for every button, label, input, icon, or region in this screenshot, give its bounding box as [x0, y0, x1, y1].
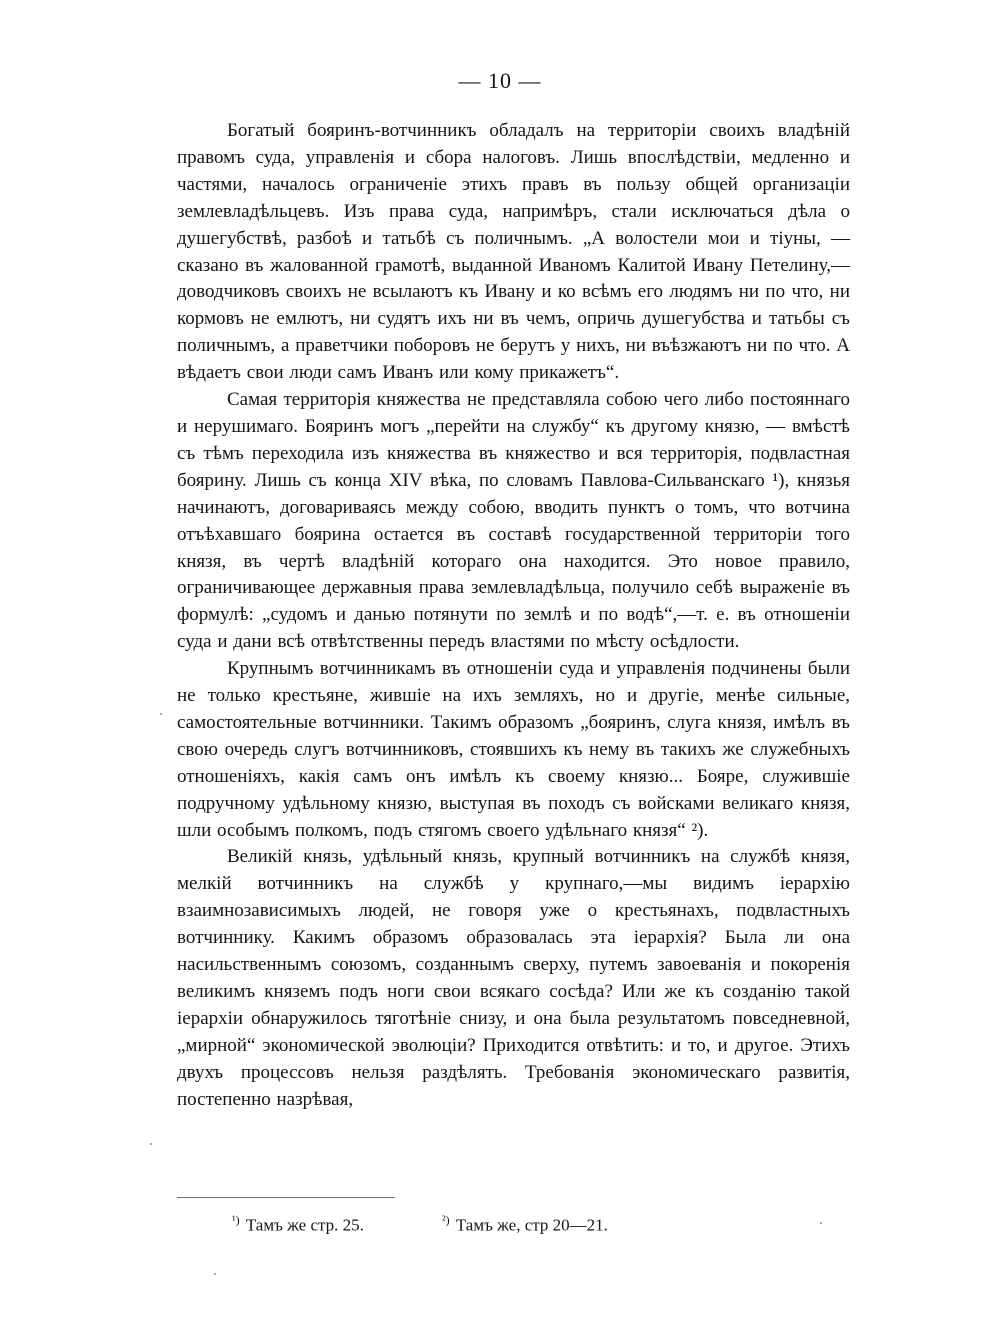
footnote-divider	[177, 1197, 395, 1198]
paper-speck	[160, 713, 162, 715]
paragraph-3: Крупнымъ вотчинникамъ въ отношеніи суда и управленія подчинены были не только крестьяне, жившіе на ихъ земляхъ, но и другіе, менѣе сильные, самостоятельные вотчинники. Такимъ образомъ „бояринъ, слуга князя, имѣлъ въ свою очередь слугъ вотчинниковъ, стоявшихъ къ нему въ такихъ же служебныхъ отношеніяхъ, какія самъ онъ имѣлъ къ своему князю... Бояре, служившіе подручному удѣльному князю, выступая въ походъ съ войсками великаго князя, шли особымъ полкомъ, подъ стягомъ своего удѣльнаго князя“ ²).	[177, 658, 850, 841]
body-text	[177, 118, 850, 1114]
footnote-1	[232, 1213, 364, 1236]
footnote-1-mark: ¹)	[232, 1213, 240, 1227]
footnote-2-text: Тамъ же, стр 20—21.	[455, 1215, 608, 1235]
footnote-2-mark: ²)	[442, 1213, 450, 1227]
footnote-2	[442, 1213, 608, 1236]
paragraph-4: Великій князь, удѣльный князь, крупный вотчинникъ на службѣ князя, мелкій вотчинникъ на службѣ у крупнаго,—мы видимъ іерархію взаимнозависимыхъ людей, не говоря уже о крестьянахъ, подвластныхъ вотчиннику. Какимъ образомъ образовалась эта іерархія? Была ли она насильственнымъ союзомъ, созданнымъ сверху, путемъ завоеванія и покоренія великимъ княземъ подъ ноги свои всякаго сосѣда? Или же къ созданію такой іерархіи обнаружилось тяготѣніе снизу, и она была результатомъ повседневной, „мирной“ экономической эволюціи? Приходится отвѣтить: и то, и другое. Этихъ двухъ процессовъ нельзя раздѣлять. Требованія экономическаго развитія, постепенно назрѣвая,	[177, 846, 850, 1110]
paragraph-1: Богатый бояринъ-вотчинникъ обладалъ на территоріи своихъ владѣній правомъ суда, управленія и сбора налоговъ. Лишь впослѣдствіи, медленно и частями, началось ограниченіе этихъ правъ въ пользу общей организаціи землевладѣльцевъ. Изъ права суда, напримѣръ, стали исключаться дѣла о душегубствѣ, разбоѣ и татьбѣ съ поличнымъ. „А волостели мои и тіуны, — сказано въ жалованной грамотѣ, выданной Иваномъ Калитой Ивану Петелину,—доводчиковъ своихъ не всылаютъ къ Ивану и ко всѣмъ его людямъ ни по что, ни кормовъ не емлютъ, ни судятъ ихъ ни въ чемъ, опричь душегубства и татьбы съ поличнымъ, а праветчики поборовъ не берутъ у нихъ, ни въѣзжаютъ ни по что. А вѣдаетъ свои люди самъ Иванъ или кому прикажетъ“.	[177, 120, 850, 384]
page-number: — 10 —	[458, 68, 542, 93]
paragraph-2: Самая территорія княжества не представляла собою чего либо постояннаго и нерушимаго. Бояринъ могъ „перейти на службу“ къ другому князю, — вмѣстѣ съ тѣмъ переходила изъ княжества въ княжество и вся территорія, подвластная боярину. Лишь съ конца XIV вѣка, по словамъ Павлова-Сильванскаго ¹), князья начинаютъ, договариваясь между собою, вводить пунктъ о томъ, что вотчина отъѣхавшаго боярина остается въ составѣ государственной территоріи того князя, въ чертѣ владѣній котораго она находится. Это новое правило, ограничивающее державныя права землевладѣльца, получило себѣ выраженіе въ формулѣ: „судомъ и данью потянути по землѣ и по водѣ“,—т. е. въ отношеніи суда и дани всѣ отвѣтственны передъ властями по мѣсту осѣдлости.	[177, 389, 850, 653]
paper-speck	[150, 1143, 152, 1145]
footnote-1-text: Тамъ же стр. 25.	[245, 1215, 364, 1235]
paper-speck	[214, 1273, 216, 1275]
paper-speck	[820, 1222, 822, 1224]
